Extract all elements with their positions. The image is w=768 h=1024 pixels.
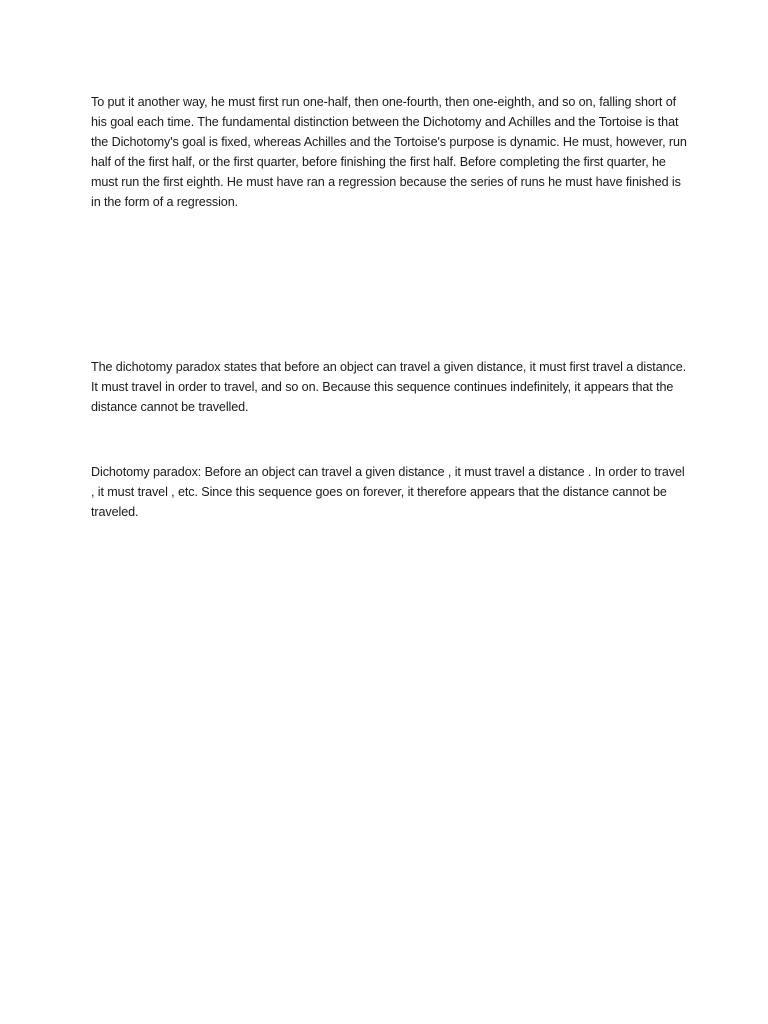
paragraph-dichotomy-statement: The dichotomy paradox states that before an object can travel a given distance, it must first travel a distance. It must travel in order to travel, and so on. Because this sequence continues indefinitely, it appears that the distance cannot be travelled. [91, 360, 687, 414]
paragraph-dichotomy-explanation: To put it another way, he must first run one-half, then one-fourth, then one-eighth, and so on, falling short of his goal each time. The fundamental distinction between the Dichotomy and Achilles and the Tortoise is that the Dichotomy's goal is fixed, whereas Achilles and the Tortoise's purpose is dynamic. He must, however, run half of the first half, or the first quarter, before finishing the first half. Before completing the first quarter, he must run the first eighth. He must have ran a regression because the series of runs he must have finished is in the form of a regression. [91, 95, 687, 209]
paragraph-dichotomy-definition: Dichotomy paradox: Before an object can travel a given distance , it must travel a distance . In order to travel , it must travel , etc. Since this sequence goes on forever, it therefore appears that the distance cannot be traveled. [91, 465, 685, 519]
